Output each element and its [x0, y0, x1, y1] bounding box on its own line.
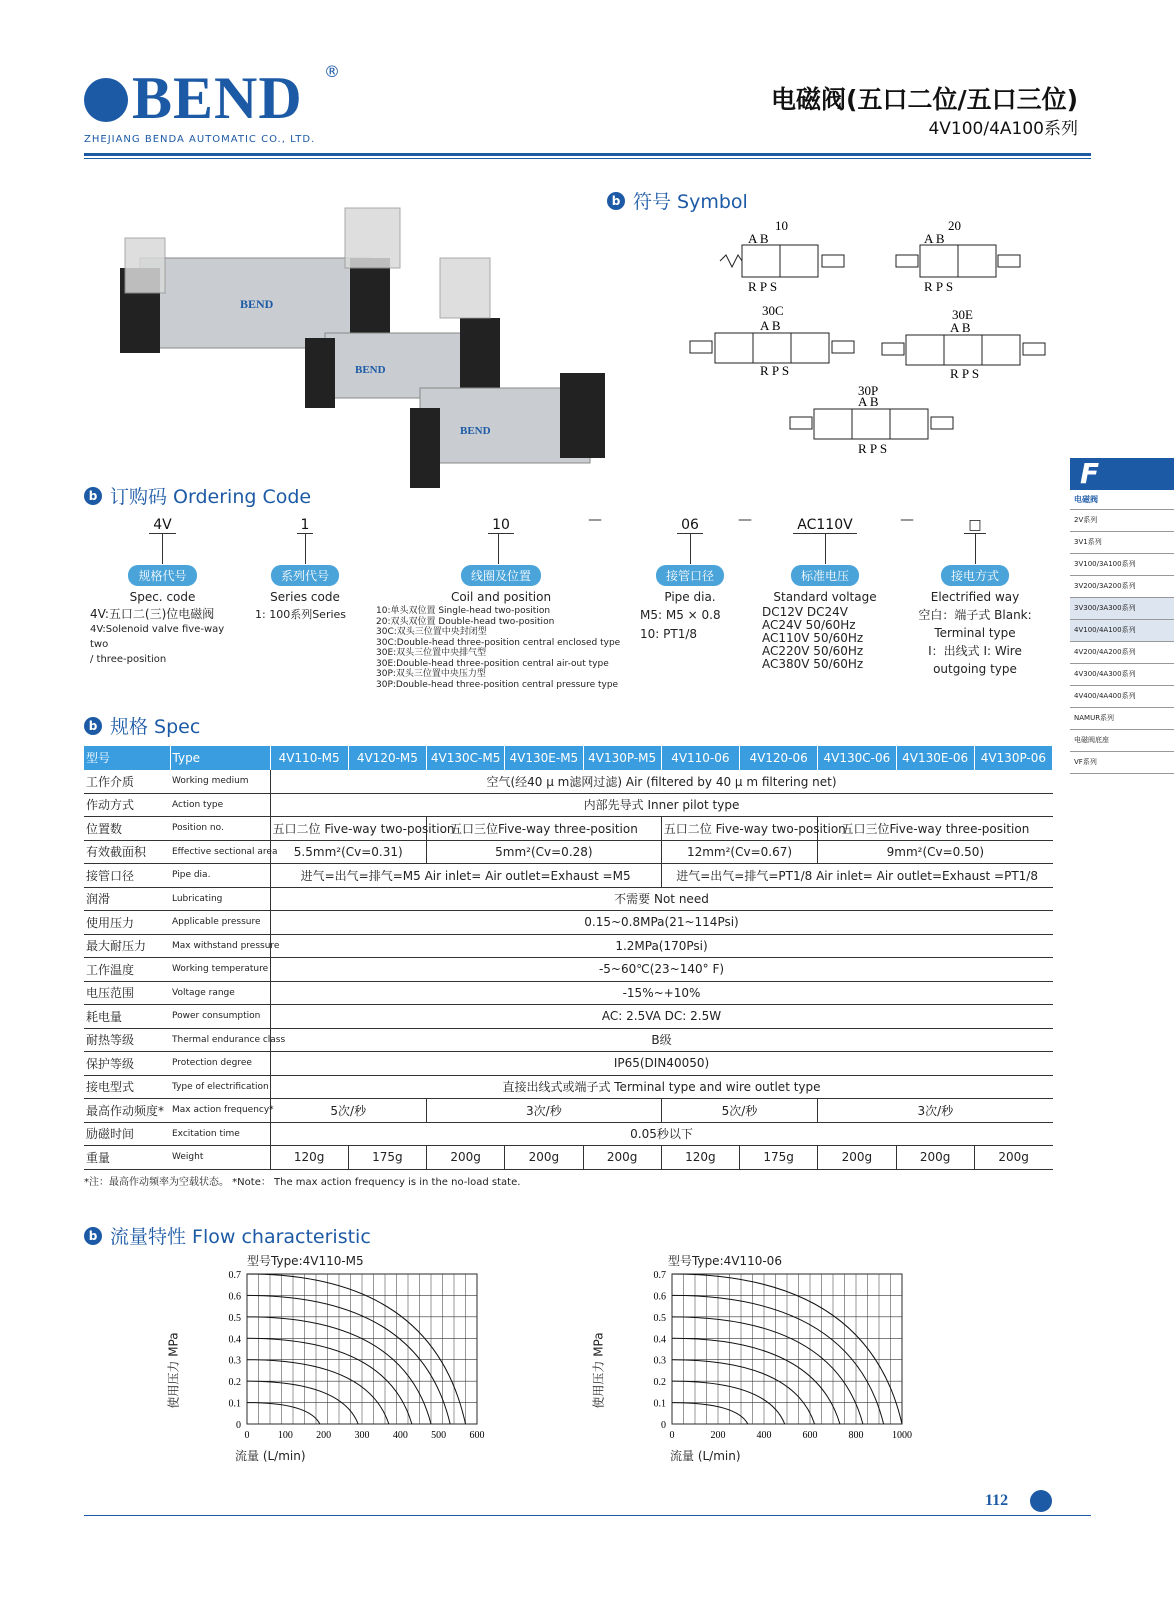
spec-value: 200g: [427, 1146, 505, 1170]
spec-label-en: Power consumption: [170, 1005, 270, 1029]
spec-label-cn: 作动方式: [84, 793, 170, 817]
spec-value: 200g: [583, 1146, 661, 1170]
spec-row: [84, 1075, 1053, 1099]
section-ordering: [84, 482, 311, 509]
spec-label-en: Thermal endurance class: [170, 1028, 270, 1052]
header-divider: [84, 153, 1091, 156]
spec-value: 3次/秒: [427, 1099, 662, 1123]
side-item[interactable]: 4V400/4A400系列: [1070, 686, 1174, 708]
y-tick-label: 0.1: [228, 1398, 241, 1410]
order-detail: / three-position: [90, 654, 167, 665]
chart-plot: [620, 1252, 910, 1452]
side-item[interactable]: 4V300/4A300系列: [1070, 664, 1174, 686]
spec-value: 200g: [974, 1146, 1052, 1170]
y-tick-label: 0.5: [228, 1312, 241, 1324]
y-tick-label: 0.3: [228, 1355, 241, 1367]
flow-curve: [247, 1403, 320, 1424]
order-detail: 30C:双头三位置中央封闭型: [376, 627, 487, 637]
spec-value: 5次/秒: [270, 1099, 427, 1123]
spec-header-row: [84, 746, 1053, 770]
symbol-label-20: 20: [948, 218, 961, 233]
spec-value: 5次/秒: [661, 1099, 818, 1123]
spec-label-en: Protection degree: [170, 1052, 270, 1076]
spec-value: 3次/秒: [818, 1099, 1053, 1123]
section-bullet-icon: b: [84, 1227, 102, 1245]
spec-value: 五口三位Five-way three-position: [427, 817, 662, 841]
spec-value: 200g: [896, 1146, 974, 1170]
spec-value: 9mm²(Cv=0.50): [818, 840, 1053, 864]
spec-label-en: Max withstand pressure: [170, 934, 270, 958]
flow-curve: [672, 1360, 815, 1424]
spec-model: 4V110-06: [661, 746, 739, 770]
x-tick-label: 600: [469, 1430, 485, 1441]
spec-row: [84, 958, 1053, 982]
order-detail: 30C:Double-head three-position central enclosed type: [376, 637, 621, 648]
flow-curve: [247, 1360, 389, 1424]
symbol-ports-top-10: A B: [748, 231, 769, 246]
symbol-ports-bottom-30E: R P S: [950, 366, 980, 381]
x-tick-label: 0: [244, 1430, 250, 1441]
order-en-voltage: Standard voltage: [773, 590, 877, 604]
order-code-voltage: AC110V: [793, 517, 856, 534]
x-tick-label: 600: [802, 1430, 818, 1441]
x-tick-label: 800: [848, 1430, 864, 1441]
spec-label-en: Position no.: [170, 817, 270, 841]
section-spec: [84, 712, 200, 739]
spec-label-en: Lubricating: [170, 887, 270, 911]
spec-model: 4V110-M5: [270, 746, 348, 770]
spec-row: [84, 934, 1053, 958]
spec-model: 4V130P-M5: [583, 746, 661, 770]
x-tick-label: 400: [392, 1430, 408, 1441]
spec-row: [84, 1146, 1053, 1170]
brand-logo: [84, 65, 303, 131]
registered-mark: ®: [324, 62, 340, 81]
symbol-label-10: 10: [775, 218, 788, 233]
spec-value: 200g: [818, 1146, 896, 1170]
spec-label-cn: 润滑: [84, 887, 170, 911]
chart-title: 型号Type:4V110-06: [668, 1254, 782, 1268]
chart-xlabel: 流量 (L/min): [670, 1449, 741, 1463]
chart-ylabel: 使用压力 MPa: [166, 1332, 181, 1409]
spec-value: 五口二位 Five-way two-position: [661, 817, 818, 841]
chart-xlabel: 流量 (L/min): [235, 1449, 306, 1463]
brand-logo-text: BEND: [132, 65, 303, 131]
spec-model: 4V130P-06: [974, 746, 1052, 770]
y-tick-label: 0.5: [653, 1312, 666, 1324]
spec-label-en: Excitation time: [170, 1122, 270, 1146]
side-item[interactable]: 4V200/4A200系列: [1070, 642, 1174, 664]
spec-value: 1.2MPa(170Psi): [270, 934, 1053, 958]
spec-value: 五口三位Five-way three-position: [818, 817, 1053, 841]
brand-mark-icon: [1030, 1490, 1052, 1512]
order-connector: [975, 534, 976, 564]
svg-text:BEND: BEND: [240, 297, 274, 311]
symbol-30E: [882, 307, 1045, 381]
section-ordering-title: 订购码 Ordering Code: [110, 486, 312, 508]
header-divider-thin: [84, 158, 1091, 159]
spec-value: 不需要 Not need: [270, 887, 1053, 911]
page-subtitle: 4V100/4A100系列: [928, 119, 1078, 139]
side-item[interactable]: 3V300/3A300系列: [1070, 598, 1174, 620]
x-tick-label: 200: [710, 1430, 726, 1441]
symbol-ports-bottom-30P: R P S: [858, 441, 888, 456]
y-tick-label: 0.2: [228, 1377, 241, 1389]
spec-value: -15%~+10%: [270, 981, 1053, 1005]
spec-value: 0.05秒以下: [270, 1122, 1053, 1146]
spec-value: 5mm²(Cv=0.28): [427, 840, 662, 864]
symbol-label-30P: 30P: [858, 383, 879, 398]
order-pill-spec: 规格代号: [128, 565, 196, 586]
order-en-series: Series code: [270, 590, 340, 604]
spec-value: 175g: [348, 1146, 426, 1170]
spec-model: 4V130E-M5: [505, 746, 583, 770]
spec-label-cn: 耗电量: [84, 1005, 170, 1029]
y-tick-label: 0.6: [653, 1291, 666, 1303]
spec-label-en: Max action frequency*: [170, 1099, 270, 1123]
section-symbol: [607, 187, 748, 214]
side-item[interactable]: NAMUR系列: [1070, 708, 1174, 730]
side-item[interactable]: 3V1系列: [1070, 532, 1174, 554]
spec-value: -5~60℃(23~140° F): [270, 958, 1053, 982]
order-detail: AC24V 50/60Hz: [762, 618, 856, 632]
order-code-series: 1: [297, 517, 314, 534]
spec-model: 4V130C-06: [818, 746, 896, 770]
spec-value: B级: [270, 1028, 1053, 1052]
side-item[interactable]: 3V100/3A100系列: [1070, 554, 1174, 576]
spec-note: *注：最高作动频率为空载状态。 *Note： The max action frequency is in the no-load state.: [84, 1177, 521, 1188]
page-title: 电磁阀(五口二位/五口三位): [771, 85, 1078, 114]
spec-label-en: Working medium: [170, 770, 270, 794]
spec-row: [84, 1052, 1053, 1076]
symbol-ports-bottom-30C: R P S: [760, 363, 790, 378]
spec-value: AC: 2.5VA DC: 2.5W: [270, 1005, 1053, 1029]
order-col-coil: [376, 514, 626, 690]
order-code-electrified: □: [964, 517, 985, 534]
spec-row: [84, 1099, 1053, 1123]
spec-value: 175g: [740, 1146, 818, 1170]
order-detail: Terminal type: [934, 626, 1016, 640]
spec-table: [84, 746, 1053, 1170]
order-connector: [825, 534, 826, 564]
spec-model: 4V130C-M5: [427, 746, 505, 770]
spec-label-en: Voltage range: [170, 981, 270, 1005]
spec-label-cn: 工作温度: [84, 958, 170, 982]
spec-label-en: Action type: [170, 793, 270, 817]
symbol-label-30E: 30E: [952, 307, 973, 322]
x-tick-label: 100: [277, 1430, 293, 1441]
order-detail: 30E:Double-head three-position central air-out type: [376, 658, 609, 669]
order-col-series: [255, 514, 355, 622]
spec-label-cn: 最大耐压力: [84, 934, 170, 958]
spec-label-cn: 有效截面积: [84, 840, 170, 864]
spec-row: [84, 887, 1053, 911]
order-connector: [690, 534, 691, 564]
spec-row: [84, 793, 1053, 817]
x-tick-label: 200: [316, 1430, 332, 1441]
spec-value: 进气=出气=排气=M5 Air inlet= Air outlet=Exhaust =M5: [270, 864, 661, 888]
order-detail: 4V:五口二(三)位电磁阀: [90, 607, 215, 621]
y-tick-label: 0.7: [653, 1270, 666, 1281]
y-tick-label: 0.6: [228, 1291, 241, 1303]
order-code-coil: 10: [488, 517, 514, 534]
order-connector: [162, 534, 163, 564]
order-detail: 20:双头双位置 Double-head two-position: [376, 616, 555, 627]
section-bullet-icon: b: [84, 487, 102, 505]
symbol-30C: [690, 303, 854, 378]
order-detail: outgoing type: [933, 662, 1017, 676]
order-detail: I：出线式 I: Wire: [928, 644, 1022, 658]
y-tick-label: 0.7: [228, 1270, 241, 1281]
order-code-pipe: 06: [677, 517, 703, 534]
order-pill-pipe: 接管口径: [656, 565, 724, 586]
order-connector: [498, 534, 499, 564]
spec-value: 内部先导式 Inner pilot type: [270, 793, 1053, 817]
y-tick-label: 0.4: [653, 1334, 666, 1346]
spec-value: 5.5mm²(Cv=0.31): [270, 840, 427, 864]
symbol-30P: [790, 383, 953, 456]
order-detail: 30P:Double-head three-position central pressure type: [376, 679, 619, 690]
order-dash: —: [900, 512, 914, 528]
side-item[interactable]: 2V系列: [1070, 510, 1174, 532]
spec-label-cn: 位置数: [84, 817, 170, 841]
spec-label-en: Effective sectional area: [170, 840, 270, 864]
order-en-pipe: Pipe dia.: [664, 590, 716, 604]
spec-row: [84, 1122, 1053, 1146]
spec-value: 0.15~0.8MPa(21~114Psi): [270, 911, 1053, 935]
spec-value: 五口二位 Five-way two-position: [270, 817, 427, 841]
spec-model: 4V120-M5: [348, 746, 426, 770]
y-tick-label: 0.1: [653, 1398, 666, 1410]
spec-row: [84, 911, 1053, 935]
valve-symbols: [690, 215, 1090, 470]
side-letter: F: [1070, 458, 1174, 490]
side-item[interactable]: 电磁阀底座: [1070, 730, 1174, 752]
order-detail: AC110V 50/60Hz: [762, 631, 864, 645]
y-tick-label: 0: [661, 1420, 666, 1431]
spec-row: [84, 817, 1053, 841]
side-head: 电磁阀: [1070, 490, 1174, 510]
spec-value: 120g: [270, 1146, 348, 1170]
spec-model: 4V120-06: [740, 746, 818, 770]
x-tick-label: 500: [431, 1430, 447, 1441]
symbol-ports-top-30P: A B: [858, 394, 879, 409]
symbol-ports-top-30C: A B: [760, 318, 781, 333]
spec-label-cn: 励磁时间: [84, 1122, 170, 1146]
flow-chart-06: [591, 1252, 912, 1463]
spec-row: [84, 770, 1053, 794]
y-tick-label: 0.2: [653, 1377, 666, 1389]
order-detail: M5: M5 × 0.8: [640, 608, 721, 622]
side-item[interactable]: 3V200/3A200系列: [1070, 576, 1174, 598]
side-index: [1070, 458, 1174, 774]
spec-value: 直接出线式或端子式 Terminal type and wire outlet type: [270, 1075, 1053, 1099]
spec-value: 进气=出气=排气=PT1/8 Air inlet= Air outlet=Exhaust =PT1/8: [661, 864, 1052, 888]
order-code-spec: 4V: [149, 517, 175, 534]
spec-label-cn: 重量: [84, 1146, 170, 1170]
spec-row: [84, 981, 1053, 1005]
spec-value: 12mm²(Cv=0.67): [661, 840, 818, 864]
order-pill-series: 系列代号: [271, 565, 339, 586]
side-item[interactable]: VF系列: [1070, 752, 1174, 774]
spec-label-cn: 使用压力: [84, 911, 170, 935]
spec-label-en: Pipe dia.: [170, 864, 270, 888]
order-pill-voltage: 标准电压: [791, 565, 859, 586]
section-flow: [84, 1222, 371, 1249]
order-detail: 空白：端子式 Blank:: [918, 608, 1032, 622]
section-bullet-icon: b: [607, 192, 625, 210]
spec-model: 4V130E-06: [896, 746, 974, 770]
section-flow-title: 流量特性 Flow characteristic: [110, 1226, 371, 1248]
spec-value: 200g: [505, 1146, 583, 1170]
symbol-ports-top-30E: A B: [950, 320, 971, 335]
x-tick-label: 0: [669, 1430, 675, 1441]
spec-label-en: Working temperature: [170, 958, 270, 982]
order-detail: AC380V 50/60Hz: [762, 657, 864, 671]
symbol-ports-top-20: A B: [924, 231, 945, 246]
chart-plot: [195, 1252, 485, 1452]
order-dash: —: [738, 512, 752, 528]
company-name: ZHEJIANG BENDA AUTOMATIC CO., LTD.: [84, 134, 316, 145]
spec-label-en: Type of electrification: [170, 1075, 270, 1099]
order-detail: DC12V DC24V: [762, 605, 849, 619]
order-pill-electrified: 接电方式: [941, 565, 1009, 586]
spec-label-cn: 电压范围: [84, 981, 170, 1005]
order-dash: —: [588, 512, 602, 528]
spec-value: IP65(DIN40050): [270, 1052, 1053, 1076]
symbol-20: [896, 218, 1020, 294]
order-en-electrified: Electrified way: [930, 590, 1020, 604]
symbol-ports-bottom-20: R P S: [924, 279, 954, 294]
x-tick-label: 400: [756, 1430, 772, 1441]
spec-head-en: Type: [170, 746, 270, 770]
order-connector: [305, 534, 306, 564]
order-detail: 30P:双头三位置中央压力型: [376, 669, 486, 679]
spec-value: 空气(经40 μ m滤网过滤) Air (filtered by 40 μ m filtering net): [270, 770, 1053, 794]
spec-head-cn: 型号: [84, 746, 170, 770]
spec-value: 120g: [661, 1146, 739, 1170]
svg-text:BEND: BEND: [355, 364, 386, 376]
spec-row: [84, 840, 1053, 864]
x-tick-label: 1000: [892, 1430, 912, 1441]
section-bullet-icon: b: [84, 717, 102, 735]
spec-label-cn: 耐热等级: [84, 1028, 170, 1052]
order-detail: AC220V 50/60Hz: [762, 644, 864, 658]
spec-row: [84, 1028, 1053, 1052]
section-symbol-title: 符号 Symbol: [633, 191, 748, 213]
order-detail: 10: PT1/8: [640, 627, 698, 641]
spec-row: [84, 1005, 1053, 1029]
spec-label-cn: 最高作动频度*: [84, 1099, 170, 1123]
y-tick-label: 0.3: [653, 1355, 666, 1367]
flow-chart-m5: [166, 1252, 485, 1463]
y-tick-label: 0.4: [228, 1334, 241, 1346]
spec-label-cn: 接电型式: [84, 1075, 170, 1099]
order-en-coil: Coil and position: [450, 590, 552, 604]
symbol-10: [720, 218, 844, 294]
footer-divider: [84, 1515, 1091, 1516]
spec-label-en: Applicable pressure: [170, 911, 270, 935]
symbol-ports-bottom-10: R P S: [748, 279, 778, 294]
section-spec-title: 规格 Spec: [110, 716, 201, 738]
spec-row: [84, 864, 1053, 888]
svg-text:BEND: BEND: [460, 425, 491, 437]
spec-label-cn: 工作介质: [84, 770, 170, 794]
order-pill-coil: 线圈及位置: [461, 565, 541, 586]
product-photo: [110, 198, 620, 498]
page-number: 112: [985, 1492, 1009, 1509]
order-detail: 4V:Solenoid valve five-way two: [90, 624, 225, 650]
side-item-active[interactable]: 4V100/4A100系列: [1070, 620, 1174, 642]
order-detail: 30E:双头三位置中央排气型: [376, 648, 487, 658]
spec-label-en: Weight: [170, 1146, 270, 1170]
order-en-spec: Spec. code: [129, 590, 196, 604]
spec-label-cn: 保护等级: [84, 1052, 170, 1076]
y-tick-label: 0: [236, 1420, 241, 1431]
order-detail: 10:单头双位置 Single-head two-position: [376, 606, 551, 616]
order-detail: 1: 100系列Series: [255, 608, 347, 621]
spec-label-cn: 接管口径: [84, 864, 170, 888]
symbol-label-30C: 30C: [762, 303, 784, 318]
x-tick-label: 300: [354, 1430, 370, 1441]
chart-ylabel: 使用压力 MPa: [591, 1332, 606, 1409]
chart-title: 型号Type:4V110-M5: [247, 1254, 364, 1268]
